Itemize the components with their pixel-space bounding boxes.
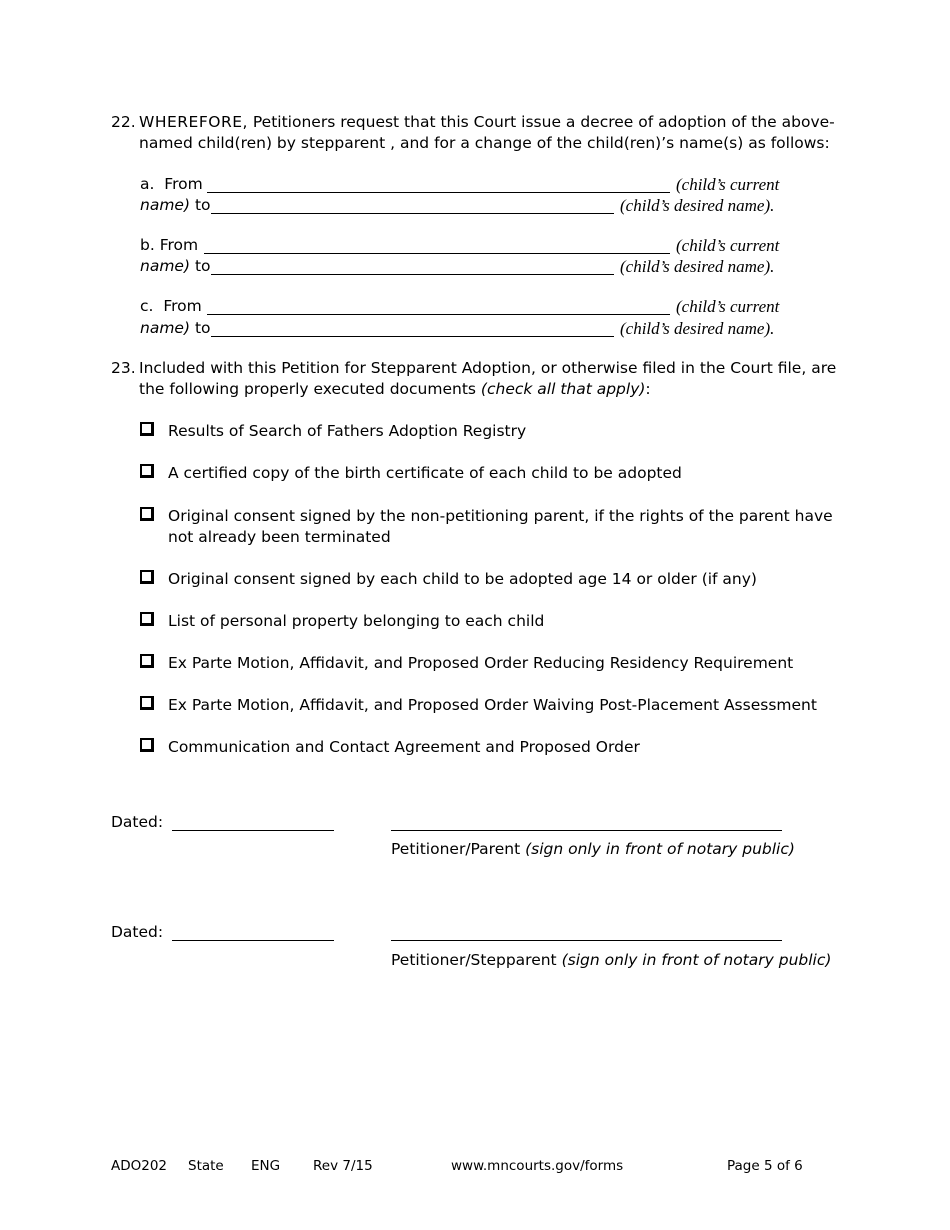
row-letter: b. bbox=[140, 236, 155, 254]
footer-language: ENG bbox=[251, 1158, 281, 1174]
signature-role: Petitioner/Stepparent bbox=[391, 951, 557, 969]
row-letter: c. bbox=[140, 297, 154, 315]
item-23-instruction: (check all that apply) bbox=[480, 380, 646, 398]
signature-role: Petitioner/Parent bbox=[391, 840, 521, 858]
checkbox[interactable] bbox=[140, 738, 154, 752]
item-22-line1: Petitioners request that this Court issue a decree of adoption of the above- bbox=[252, 113, 835, 131]
checklist-item bbox=[140, 737, 840, 758]
checkbox[interactable] bbox=[140, 570, 154, 584]
signature-note: (sign only in front of notary public) bbox=[561, 951, 832, 969]
checklist-item bbox=[140, 695, 840, 716]
current-name-field[interactable] bbox=[207, 192, 670, 193]
checkbox[interactable] bbox=[140, 612, 154, 626]
item-23-line1: Included with this Petition for Stepparent Adoption, or otherwise filed in the Court file, are bbox=[139, 359, 837, 377]
signature-line[interactable] bbox=[391, 830, 782, 831]
checklist-item bbox=[140, 421, 840, 442]
current-hint: (child’s current bbox=[676, 297, 780, 316]
checklist-label: Ex Parte Motion, Affidavit, and Proposed Order Waiving Post-Placement Assessment bbox=[168, 696, 817, 714]
checklist-label: Original consent signed by the non-petitioning parent, if the rights of the parent have not already been terminated bbox=[168, 507, 833, 546]
to-label: to bbox=[194, 319, 211, 337]
date-field[interactable] bbox=[172, 830, 334, 831]
checklist-item bbox=[140, 506, 840, 548]
checkbox[interactable] bbox=[140, 696, 154, 710]
dated-label: Dated: bbox=[111, 923, 164, 941]
checkbox[interactable] bbox=[140, 507, 154, 521]
item-22-line2: named child(ren) by stepparent , and for a change of the child(ren)’s name(s) as follows: bbox=[139, 134, 830, 152]
item-23-number: 23. bbox=[111, 359, 136, 377]
desired-hint: (child’s desired name). bbox=[620, 196, 775, 215]
from-label: From bbox=[164, 175, 203, 193]
checkbox[interactable] bbox=[140, 654, 154, 668]
current-name-field[interactable] bbox=[204, 253, 670, 254]
row-letter: a. bbox=[140, 175, 155, 193]
desired-hint: (child’s desired name). bbox=[620, 319, 775, 338]
checklist-label: A certified copy of the birth certificate of each child to be adopted bbox=[168, 464, 682, 482]
item-22-number: 22. bbox=[111, 113, 136, 131]
checklist-label: Results of Search of Fathers Adoption Registry bbox=[168, 422, 527, 440]
current-hint: (child’s current bbox=[676, 236, 780, 255]
to-label: to bbox=[194, 196, 211, 214]
current-hint-cont: name) bbox=[140, 319, 191, 337]
checklist-label: Communication and Contact Agreement and Proposed Order bbox=[168, 738, 640, 756]
to-label: to bbox=[194, 257, 211, 275]
footer-page-number: Page 5 of 6 bbox=[727, 1158, 803, 1174]
checklist-label: Ex Parte Motion, Affidavit, and Proposed Order Reducing Residency Requirement bbox=[168, 654, 794, 672]
checklist-label: List of personal property belonging to each child bbox=[168, 612, 545, 630]
desired-name-field[interactable] bbox=[211, 274, 614, 275]
current-name-field[interactable] bbox=[207, 314, 670, 315]
checklist-item bbox=[140, 653, 840, 674]
signature-line[interactable] bbox=[391, 940, 782, 941]
footer-revision: Rev 7/15 bbox=[313, 1158, 373, 1174]
from-label: From bbox=[159, 236, 199, 254]
checkbox[interactable] bbox=[140, 422, 154, 436]
item-23-line2: the following properly executed documents bbox=[139, 380, 476, 398]
current-hint: (child’s current bbox=[676, 175, 780, 194]
footer-jurisdiction: State bbox=[188, 1158, 224, 1174]
from-label: From bbox=[163, 297, 202, 315]
item-23-text bbox=[139, 358, 839, 400]
checklist-item bbox=[140, 569, 840, 590]
item-22-lead: WHEREFORE, bbox=[139, 113, 248, 131]
dated-label: Dated: bbox=[111, 813, 164, 831]
checklist-item bbox=[140, 463, 840, 484]
current-hint-cont: name) bbox=[140, 196, 191, 214]
footer-url[interactable]: www.mncourts.gov/forms bbox=[451, 1158, 624, 1174]
current-hint-cont: name) bbox=[140, 257, 191, 275]
desired-hint: (child’s desired name). bbox=[620, 257, 775, 276]
signature-note: (sign only in front of notary public) bbox=[525, 840, 795, 858]
checkbox[interactable] bbox=[140, 464, 154, 478]
desired-name-field[interactable] bbox=[211, 213, 614, 214]
checklist-label: Original consent signed by each child to be adopted age 14 or older (if any) bbox=[168, 570, 757, 588]
checklist-item bbox=[140, 611, 840, 632]
footer-form-id: ADO202 bbox=[111, 1158, 168, 1174]
item-22-text bbox=[139, 112, 839, 154]
desired-name-field[interactable] bbox=[211, 336, 614, 337]
date-field[interactable] bbox=[172, 940, 334, 941]
item-23-colon: : bbox=[645, 380, 651, 398]
